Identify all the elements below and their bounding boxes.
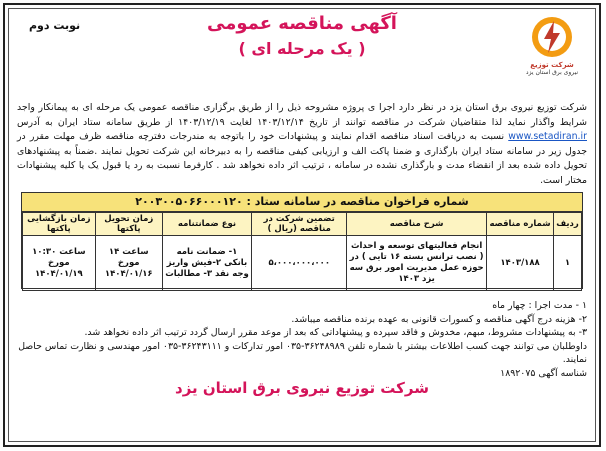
cell-opening-time: ساعت ۱۰:۳۰ مورخ ۱۴۰۴/۰۱/۱۹ [23, 236, 96, 291]
tender-grid [22, 212, 582, 291]
notice-title: آگهی مناقصه عمومی [207, 13, 397, 34]
intro-text-before: شرکت توزیع نیروی برق استان یزد در نظر دارد اجرا ی پروژه مشروحه ذیل را از طریق برگزاری مناقصه عمومی یک مرحله ای به پیمانکار واجد شرایط واگذار نماید لذا متقاضیان شرکت در مناقصه توانند از تاریخ ۱۴۰۳/۱۲/۱۴ لغایت ۱۴۰۳/۱۲/۱۹ از طریق سامانه ستاد ایران به آدرس [17, 102, 587, 128]
notice-frame [3, 3, 601, 447]
cell-guarantee: ۵،۰۰۰،۰۰۰،۰۰۰ [252, 236, 347, 291]
column-header: زمان بازگشایی پاکتها [23, 213, 96, 236]
column-header: زمان تحویل پاکتها [95, 213, 162, 236]
column-header: نوع ضمانتنامه [162, 213, 251, 236]
intro-paragraph [17, 101, 587, 189]
cell-tender-number: ۱۴۰۳/۱۸۸ [486, 236, 553, 291]
cell-index: ۱ [554, 236, 582, 291]
column-header: شرح مناقصه [347, 213, 487, 236]
setadiran-link[interactable]: www.setadiran.ir [508, 131, 587, 143]
column-header: تضمین شرکت در مناقصه (ریال ) [252, 213, 347, 236]
column-header: شماره مناقصه [486, 213, 553, 236]
note-item: ۳- به پیشنهادات مشروط، مبهم، مخدوش و فاقد سپرده و پیشنهاداتی که بعد از موعد مقرر ارسال گردد ترتیب اثر داده نخواهد شد. [84, 327, 587, 339]
notes-list [17, 299, 587, 381]
cell-description: انجام فعالیتهای توسعه و احداث ( نصب ترانس بسته ۱۶ تایی ) در حوزه عمل مدیریت امور برق سه یزد ۱۴۰۳ [347, 236, 487, 291]
note-item: داوطلبان می توانند جهت کسب اطلاعات بیشتر با شماره تلفن ۳۶۲۴۸۹۸۹-۰۳۵ امور تدارکات و ۳۶۲۴۳۱۱۱-۰۳۵ امور مهندسی و نظارت تماس حاصل نمایند. [18, 340, 587, 366]
tender-table [21, 192, 583, 289]
notice-inner-border [8, 8, 596, 442]
notice-subtitle: ( یک مرحله ای ) [238, 39, 366, 58]
cell-guarantee-types: ۱- ضمانت نامه بانکی ۲-فیش واریز وجه نقد ۳- مطالبات [162, 236, 251, 291]
intro-text-after: نسبت به دریافت اسناد مناقصه اقدام نمایند و پیشنهادات خود را باتوجه به مندرجات دفترچه مناقصه ظرف مهلت مقرر در جدول زیر در سامانه ستاد ایران بارگذاری و ضمنا پاکت الف و ارزیابی کیفی مناقصه را به دبیرخانه این شرکت تحویل نمایند .ضمناً به پیشنهادهای تحویل داده شده بعد از انقضاء مدت و بارگذاری نشده در سامانه ، ترتیب اثر داده نخواهد شد . کارفرما نسبت به رد یا قبول یک یا کلیه پیشنهادات مختار است. [17, 131, 587, 186]
tender-table-title: شماره فراخوان مناقصه در سامانه ستاد : ۲۰۰۳۰۰۵۰۶۶۰۰۰۱۲۰ [22, 193, 582, 212]
note-item: ۱ - مدت اجرا : چهار ماه [492, 300, 587, 311]
note-item: شناسه آگهی ۱۸۹۲۰۷۵ [500, 367, 587, 379]
table-header-row [23, 213, 582, 236]
column-header: ردیف [554, 213, 582, 236]
cell-delivery-time: ساعت ۱۴ مورخ ۱۴۰۴/۰۱/۱۶ [95, 236, 162, 291]
logo-company-name: شرکت توزیع [530, 61, 574, 69]
table-row [23, 236, 582, 291]
note-item: ۲- هزینه درج آگهی مناقصه و کسورات قانونی به عهده برنده مناقصه میباشد. [291, 313, 587, 325]
logo-company-sub: نیروی برق استان یزد [525, 69, 579, 76]
footer-company: شرکت توزیع نیروی برق استان یزد [175, 379, 429, 397]
edition-label: نوبت دوم [29, 19, 81, 32]
